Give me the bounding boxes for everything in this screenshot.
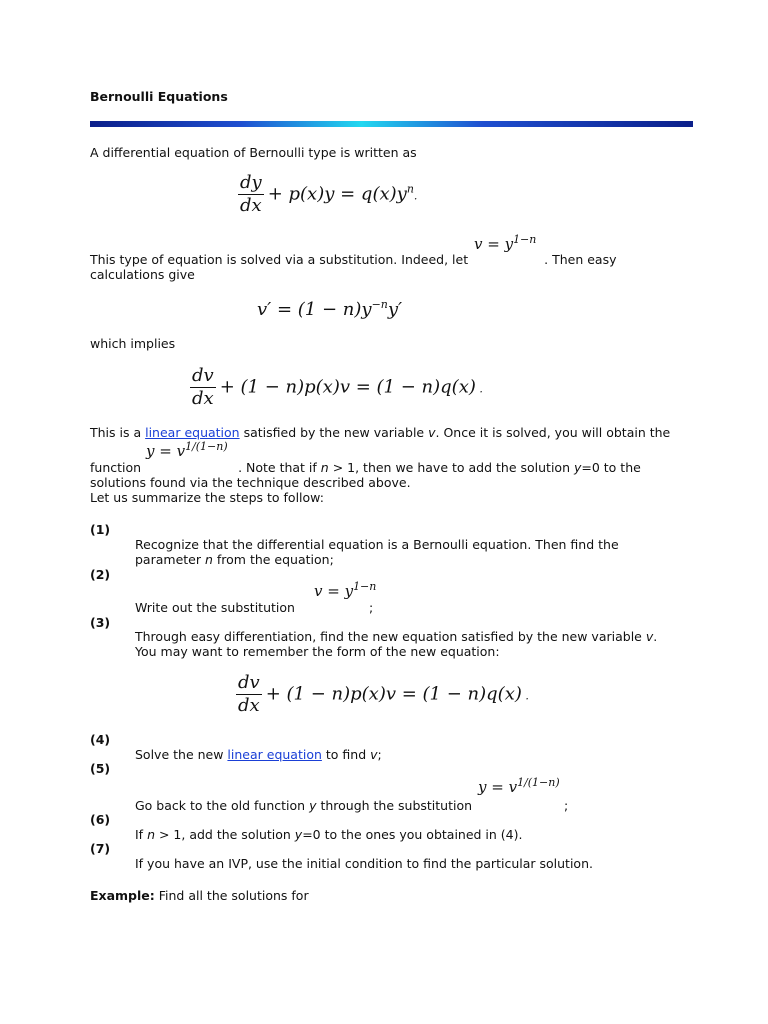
eq2-exponent: −n — [371, 298, 388, 311]
step3-var-v: v — [645, 629, 654, 644]
step3-text-c: You may want to remember the form of the new equation: — [135, 644, 500, 659]
step4-var-v: v — [370, 747, 378, 762]
step3-eq-denominator: dx — [238, 695, 260, 716]
example-text: Find all the solutions for — [154, 888, 309, 903]
sub2-exponent: 1/(1−n) — [185, 440, 228, 453]
eq3-denominator: dx — [192, 388, 214, 409]
para2-text-a: This is a — [90, 425, 146, 440]
derivative-equation — [257, 298, 402, 320]
step3-linear-equation — [236, 672, 529, 717]
eq3-tail: . — [479, 382, 483, 396]
step-text — [135, 798, 695, 813]
eq2-tail: y′ — [387, 299, 403, 320]
eq1-exponent: n — [406, 182, 414, 196]
step-number: (7) — [90, 841, 111, 856]
para2-text-h: solutions found via the technique described above. — [90, 475, 411, 490]
para1-text-a: This type of equation is solved via a substitution. Indeed, let — [90, 252, 469, 267]
step-number: (5) — [90, 761, 111, 776]
step5-text-c: ; — [564, 798, 569, 813]
inverse-substitution-formula — [146, 440, 228, 460]
para2-text-e: . Note that if — [238, 460, 321, 475]
para2-text-b: satisfied by the new variable — [239, 425, 429, 440]
step6-text-a: If — [135, 827, 148, 842]
step5-text-b: through the substitution — [316, 798, 473, 813]
step5-sub-lhs: y = v — [478, 778, 518, 796]
step-number: (1) — [90, 522, 111, 537]
para1-text-b: . Then easy — [544, 252, 617, 267]
step3-eq-numerator: dv — [238, 672, 260, 693]
step-text — [135, 600, 695, 615]
sub2-lhs: y = v — [146, 442, 186, 460]
paragraph-linear-cont — [90, 460, 641, 505]
step-text — [135, 747, 695, 762]
step5-text-a: Go back to the old function — [135, 798, 310, 813]
eq2-text: v′ = (1 − n)y — [257, 299, 372, 320]
linear-equation-link[interactable]: linear equation — [227, 747, 322, 762]
step2-sub-exponent: 1−n — [353, 580, 377, 593]
step-number: (3) — [90, 615, 111, 630]
step5-substitution-formula — [478, 776, 560, 796]
step2-sub-lhs: v = y — [314, 582, 354, 600]
step6-text-c: =0 to the ones you obtained in (4). — [302, 827, 523, 842]
step-number: (2) — [90, 567, 111, 582]
step3-eq-rest: + (1 − n)p(x)v = (1 − n)q(x) — [265, 683, 522, 705]
paragraph-linear — [90, 425, 670, 440]
step1-text-a: Recognize that the differential equation is a Bernoulli equation. Then find the — [135, 537, 619, 552]
eq1-tail: . — [413, 189, 418, 203]
substitution-formula — [474, 233, 536, 253]
para1-text-c: calculations give — [90, 267, 195, 282]
step6-var-y: y — [294, 827, 303, 842]
step6-var-n: n — [147, 827, 155, 842]
implies-text: which implies — [90, 336, 176, 351]
step-text — [135, 537, 695, 567]
paragraph-substitution — [90, 252, 616, 282]
sub1-lhs: v = y — [474, 235, 514, 253]
para2-text-g: =0 to the — [581, 460, 641, 475]
linear-equation-v — [190, 365, 483, 410]
para2-text-c: . Once it is solved, you will obtain the — [435, 425, 671, 440]
gradient-divider — [90, 121, 693, 127]
para2-text-f: > 1, then we have to add the solution — [328, 460, 574, 475]
step6-text-b: > 1, add the solution — [155, 827, 295, 842]
eq1-denominator: dx — [240, 195, 262, 216]
eq3-numerator: dv — [192, 365, 214, 386]
step-number: (6) — [90, 812, 111, 827]
step4-text-b: to find — [321, 747, 371, 762]
step3-eq-tail: . — [525, 689, 529, 703]
step2-text-a: Write out the substitution — [135, 600, 295, 615]
intro-text: A differential equation of Bernoulli type is written as — [90, 145, 417, 160]
step1-var-n: n — [204, 552, 213, 567]
para2-var-v: v — [428, 425, 436, 440]
linear-equation-link[interactable]: linear equation — [145, 425, 240, 440]
step3-text-a: Through easy differentiation, find the new equation satisfied by the new variable — [135, 629, 646, 644]
step3-text-b: . — [653, 629, 658, 644]
eq3-rest: + (1 − n)p(x)v = (1 − n)q(x) — [219, 376, 476, 398]
para2-text-d: function — [90, 460, 142, 475]
para2-var-n: n — [320, 460, 329, 475]
step-number: (4) — [90, 732, 111, 747]
step2-substitution-formula — [314, 580, 376, 600]
sub1-exponent: 1−n — [513, 233, 537, 246]
step-text — [135, 827, 695, 842]
step1-text-b: parameter — [135, 552, 205, 567]
step4-text-c: ; — [377, 747, 382, 762]
eq1-numerator: dy — [240, 172, 262, 193]
example-label: Example: — [90, 888, 155, 903]
step4-text-a: Solve the new — [135, 747, 228, 762]
eq1-rest: + p(x)y = q(x)y — [267, 183, 407, 205]
step-text: If you have an IVP, use the initial condition to find the particular solution. — [135, 856, 593, 871]
para2-var-y: y — [573, 460, 582, 475]
bernoulli-equation — [238, 172, 417, 217]
step1-text-c: from the equation; — [212, 552, 334, 567]
step2-text-b: ; — [368, 600, 374, 615]
step5-var-y: y — [309, 798, 317, 813]
example-line — [90, 888, 309, 903]
page-title: Bernoulli Equations — [90, 89, 228, 104]
step-text — [135, 629, 695, 659]
step5-sub-exponent: 1/(1−n) — [517, 776, 560, 789]
para2-text-i: Let us summarize the steps to follow: — [90, 490, 324, 505]
